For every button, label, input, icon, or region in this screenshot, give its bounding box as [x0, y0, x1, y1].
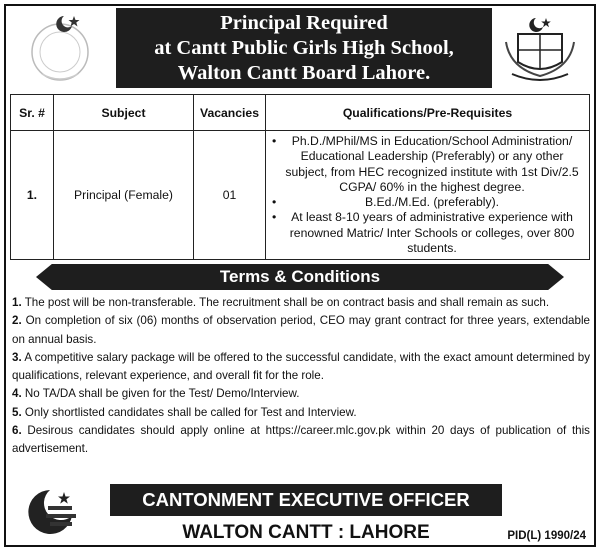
- table-header-row: [11, 95, 590, 131]
- qualification-item: • At least 8-10 years of administrative experience with renowned Matric/ Inter Schools or colleges, over 800 students.: [272, 210, 583, 256]
- cell-qualifications: [266, 131, 590, 260]
- cell-sr: 1.: [11, 131, 54, 260]
- col-header-vacancies: Vacancies: [194, 95, 266, 131]
- vacancy-table: [10, 94, 590, 260]
- header: [6, 6, 594, 92]
- term-item: 6. Desirous candidates should apply online at https://career.mlc.gov.pk within 20 days of publication of this advertisement.: [12, 424, 590, 456]
- qualification-item: • Ph.D./MPhil/MS in Education/School Administration/ Educational Leadership (Preferably) or any other subject, from HEC recognized institute with 1st Div/2.5 CGPA/ 60% in the highest degree.: [272, 134, 583, 195]
- ishtehar-logo: [20, 484, 90, 542]
- term-item: 4. No TA/DA shall be given for the Test/ Demo/Interview.: [12, 387, 300, 401]
- terms-heading: Terms & Conditions: [219, 267, 381, 286]
- qualifications-list: [272, 134, 583, 256]
- table-row: [11, 131, 590, 260]
- terms-heading-banner: [36, 264, 564, 290]
- advertisement-frame: [4, 4, 596, 547]
- officer-banner: CANTONMENT EXECUTIVE OFFICER: [110, 484, 502, 516]
- col-header-qualifications: Qualifications/Pre-Requisites: [266, 95, 590, 131]
- qualification-item: • B.Ed./M.Ed. (preferably).: [272, 195, 583, 210]
- term-item: 1. The post will be non-transferable. The recruitment shall be on contract basis and shall remain as such.: [12, 296, 550, 309]
- title-line-2: at Cantt Public Girls High School,: [154, 37, 454, 59]
- title-banner: [116, 8, 492, 88]
- cell-vacancies: 01: [194, 131, 266, 260]
- pakistan-emblem-logo: [492, 12, 588, 88]
- term-item: 2. On completion of six (06) months of observation period, CEO may grant contract for three years, extendable on annual basis.: [12, 314, 590, 346]
- title-line-1: Principal Required: [220, 12, 388, 34]
- col-header-subject: Subject: [54, 95, 194, 131]
- cell-subject: Principal (Female): [54, 131, 194, 260]
- office-location: WALTON CANTT : LAHORE: [182, 522, 430, 543]
- school-crest-logo: [12, 12, 108, 88]
- title-line-3: Walton Cantt Board Lahore.: [177, 62, 431, 84]
- term-item: 3. A competitive salary package will be offered to the successful candidate, with the exact amount determined by qualifications, relevant experience, and overall fit for the role.: [12, 350, 590, 383]
- pid-number: PID(L) 1990/24: [507, 530, 586, 542]
- term-item: 5. Only shortlisted candidates shall be called for Test and Interview.: [12, 405, 357, 419]
- col-header-sr: Sr. #: [11, 95, 54, 131]
- terms-list: [12, 294, 590, 459]
